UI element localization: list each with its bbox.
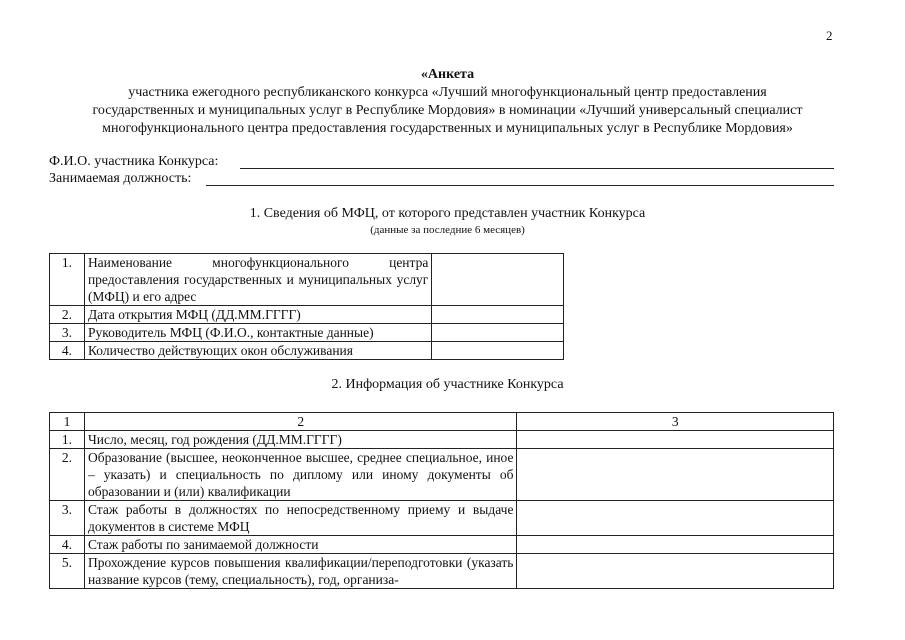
section1-table	[49, 253, 564, 360]
section2-table	[49, 412, 834, 589]
position-input-line[interactable]	[206, 185, 834, 186]
table-row	[50, 324, 564, 342]
table-row	[50, 306, 564, 324]
column-header: 3	[517, 413, 834, 431]
answer-cell[interactable]	[517, 431, 834, 449]
row-number: 4.	[50, 342, 85, 360]
table-header-row	[50, 413, 834, 431]
row-label: Стаж работы в должностях по непосредственному приему и выдаче документов в системе МФЦ	[84, 501, 517, 536]
answer-cell[interactable]	[432, 306, 564, 324]
table-row	[50, 342, 564, 360]
table-row	[50, 501, 834, 536]
row-number: 2.	[50, 449, 85, 501]
row-number: 2.	[50, 306, 85, 324]
row-label: Число, месяц, год рождения (ДД.ММ.ГГГГ)	[84, 431, 517, 449]
answer-cell[interactable]	[432, 342, 564, 360]
fio-field-row	[49, 154, 218, 170]
row-label: Наименование многофункционального центра предоставления государственных и муниципальных услуг (МФЦ) и его адрес	[84, 254, 431, 306]
row-label: Количество действующих окон обслуживания	[84, 342, 431, 360]
section2-title: 2. Информация об участнике Конкурса	[331, 377, 564, 392]
column-header: 2	[84, 413, 517, 431]
position-label: Занимаемая должность:	[49, 171, 192, 186]
table-row	[50, 449, 834, 501]
answer-cell[interactable]	[517, 536, 834, 554]
answer-cell[interactable]	[517, 554, 834, 589]
row-label: Дата открытия МФЦ (ДД.ММ.ГГГГ)	[84, 306, 431, 324]
title-line-4: многофункционального центра предоставления государственных и муниципальных услуг в Республике Мордовия»	[102, 121, 793, 136]
answer-cell[interactable]	[517, 501, 834, 536]
answer-cell[interactable]	[432, 324, 564, 342]
row-number: 1.	[50, 431, 85, 449]
answer-cell[interactable]	[432, 254, 564, 306]
row-label: Руководитель МФЦ (Ф.И.О., контактные данные)	[84, 324, 431, 342]
row-number: 1.	[50, 254, 85, 306]
column-header: 1	[50, 413, 85, 431]
section1-title: 1. Сведения об МФЦ, от которого представлен участник Конкурса	[249, 206, 646, 221]
title-line-3: государственных и муниципальных услуг в Республике Мордовия» в номинации «Лучший универсальный специалист	[92, 103, 803, 118]
row-number: 3.	[50, 324, 85, 342]
position-field-row	[49, 171, 191, 187]
fio-input-line[interactable]	[240, 168, 834, 169]
title-line-2: участника ежегодного республиканского конкурса «Лучший многофункциональный центр предоставления	[128, 85, 767, 100]
table-row	[50, 254, 564, 306]
row-number: 4.	[50, 536, 85, 554]
title-heading: «Анкета	[420, 67, 475, 82]
fio-label: Ф.И.О. участника Конкурса:	[49, 154, 219, 169]
page-number: 2	[826, 28, 833, 43]
row-label: Образование (высшее, неоконченное высшее, среднее специальное, иное – указать) и специальность по диплому или иному документы об образовании и (или) квалификации	[84, 449, 517, 501]
document-title	[20, 66, 875, 138]
section1-subtitle: (данные за последние 6 месяцев)	[370, 224, 525, 236]
row-label: Стаж работы по занимаемой должности	[84, 536, 517, 554]
answer-cell[interactable]	[517, 449, 834, 501]
table-row	[50, 554, 834, 589]
row-number: 5.	[50, 554, 85, 589]
row-label: Прохождение курсов повышения квалификации/переподготовки (указать название курсов (тему, специальность), год, организа-	[84, 554, 517, 589]
table-row	[50, 431, 834, 449]
table-row	[50, 536, 834, 554]
row-number: 3.	[50, 501, 85, 536]
